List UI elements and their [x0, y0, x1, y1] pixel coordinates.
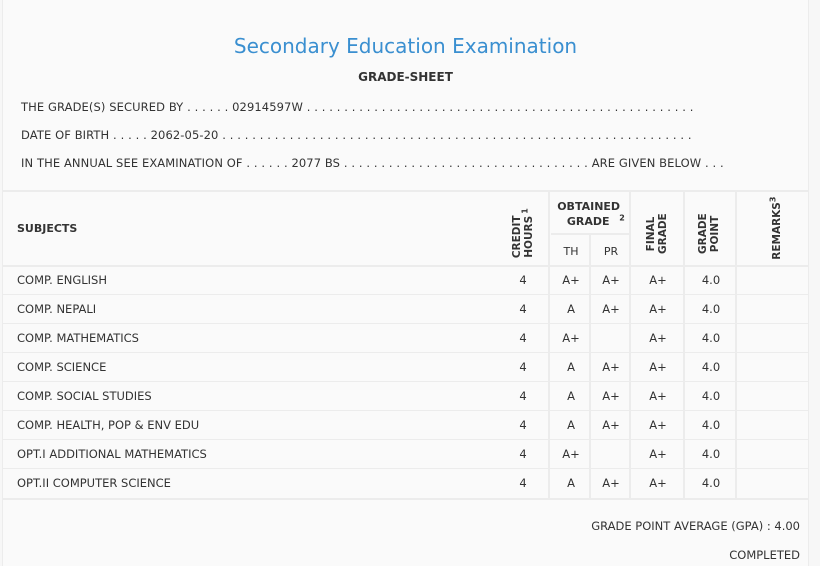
cell-final: A+ [649, 447, 667, 461]
table-header-border [3, 265, 808, 267]
cell-credit: 4 [519, 447, 527, 461]
cell-final: A+ [649, 476, 667, 490]
cell-gp: 4.0 [701, 273, 721, 287]
cell-final: A+ [649, 418, 667, 432]
cell-gp: 4.0 [701, 418, 721, 432]
cell-th: A [567, 360, 575, 374]
header-obtained-grade [551, 199, 631, 229]
header-obtained-sup: 2 [619, 213, 625, 223]
subject-name: COMP. SCIENCE [17, 360, 107, 374]
cell-pr: A+ [602, 476, 620, 490]
subject-name: OPT.I ADDITIONAL MATHEMATICS [17, 447, 207, 461]
cell-th: A [567, 476, 575, 490]
cell-pr: A+ [602, 418, 620, 432]
cell-th: A [567, 418, 575, 432]
header-grade-point-text: GRADE POINT [697, 213, 721, 254]
header-final-grade-text: FINAL GRADE [645, 213, 669, 254]
cell-pr: A+ [602, 302, 620, 316]
subject-name: OPT.II COMPUTER SCIENCE [17, 476, 171, 490]
header-remarks-sup: 3 [768, 196, 778, 203]
subject-name: COMP. NEPALI [17, 302, 97, 316]
cell-gp: 4.0 [701, 389, 721, 403]
header-pr: PR [603, 245, 619, 258]
gpa-summary: GRADE POINT AVERAGE (GPA) : 4.00 [591, 519, 800, 533]
header-final-grade [645, 204, 669, 264]
page-title: Secondary Education Examination [233, 34, 578, 58]
cell-pr: A+ [602, 389, 620, 403]
cell-gp: 4.0 [701, 331, 721, 345]
cell-th: A [567, 389, 575, 403]
table-top-border [3, 190, 808, 192]
cell-credit: 4 [519, 476, 527, 490]
header-grade-point [697, 204, 721, 264]
date-of-birth-line: DATE OF BIRTH . . . . . 2062-05-20 . . . . . . . . . . . . . . . . . . . . . . . . . . . . . . . . . . . . . . . . . . . . . . . . . . . . . . . . . . . . . . . [21, 128, 692, 142]
cell-final: A+ [649, 389, 667, 403]
cell-th: A [567, 302, 575, 316]
row-divider [3, 352, 808, 353]
row-divider [3, 381, 808, 382]
cell-credit: 4 [519, 331, 527, 345]
cell-pr: A+ [602, 360, 620, 374]
row-divider [3, 468, 808, 469]
row-divider [3, 294, 808, 295]
header-credit-hours-text: CREDIT HOURS [511, 215, 535, 259]
header-subjects: SUBJECTS [17, 222, 78, 235]
header-credit-sup: 1 [520, 208, 530, 214]
cell-credit: 4 [519, 360, 527, 374]
result-status: COMPLETED [729, 548, 800, 562]
header-credit-hours [511, 204, 535, 264]
exam-line: IN THE ANNUAL SEE EXAMINATION OF . . . . . . 2077 BS . . . . . . . . . . . . . . . . . . . . . . . . . . . . . . . . . ARE GIVEN BELOW . . . [21, 156, 724, 170]
cell-credit: 4 [519, 418, 527, 432]
secured-by-line: THE GRADE(S) SECURED BY . . . . . . 02914597W . . . . . . . . . . . . . . . . . . . . . . . . . . . . . . . . . . . . . . . . . . . . . . . . . . . . [21, 100, 694, 114]
cell-gp: 4.0 [701, 447, 721, 461]
cell-final: A+ [649, 331, 667, 345]
subject-name: COMP. ENGLISH [17, 273, 107, 287]
header-remarks [767, 196, 783, 260]
cell-credit: 4 [519, 302, 527, 316]
subject-name: COMP. MATHEMATICS [17, 331, 139, 345]
header-remarks-text: REMARKS [770, 202, 783, 260]
cell-gp: 4.0 [701, 360, 721, 374]
header-th: TH [563, 245, 579, 258]
row-divider [3, 323, 808, 324]
cell-th: A+ [562, 447, 580, 461]
cell-pr: A+ [602, 273, 620, 287]
cell-final: A+ [649, 360, 667, 374]
cell-credit: 4 [519, 273, 527, 287]
header-obtained-grade-text: OBTAINED GRADE [557, 200, 621, 228]
subject-name: COMP. SOCIAL STUDIES [17, 389, 152, 403]
cell-th: A+ [562, 331, 580, 345]
page-subtitle: GRADE-SHEET [358, 70, 453, 84]
cell-gp: 4.0 [701, 476, 721, 490]
cell-credit: 4 [519, 389, 527, 403]
grade-table [3, 190, 808, 500]
row-divider [3, 439, 808, 440]
cell-final: A+ [649, 302, 667, 316]
cell-gp: 4.0 [701, 302, 721, 316]
subject-name: COMP. HEALTH, POP & ENV EDU [17, 418, 200, 432]
cell-th: A+ [562, 273, 580, 287]
row-divider [3, 410, 808, 411]
cell-final: A+ [649, 273, 667, 287]
table-bottom-border [3, 498, 808, 500]
grade-sheet [2, 0, 809, 566]
col-divider [548, 190, 550, 500]
